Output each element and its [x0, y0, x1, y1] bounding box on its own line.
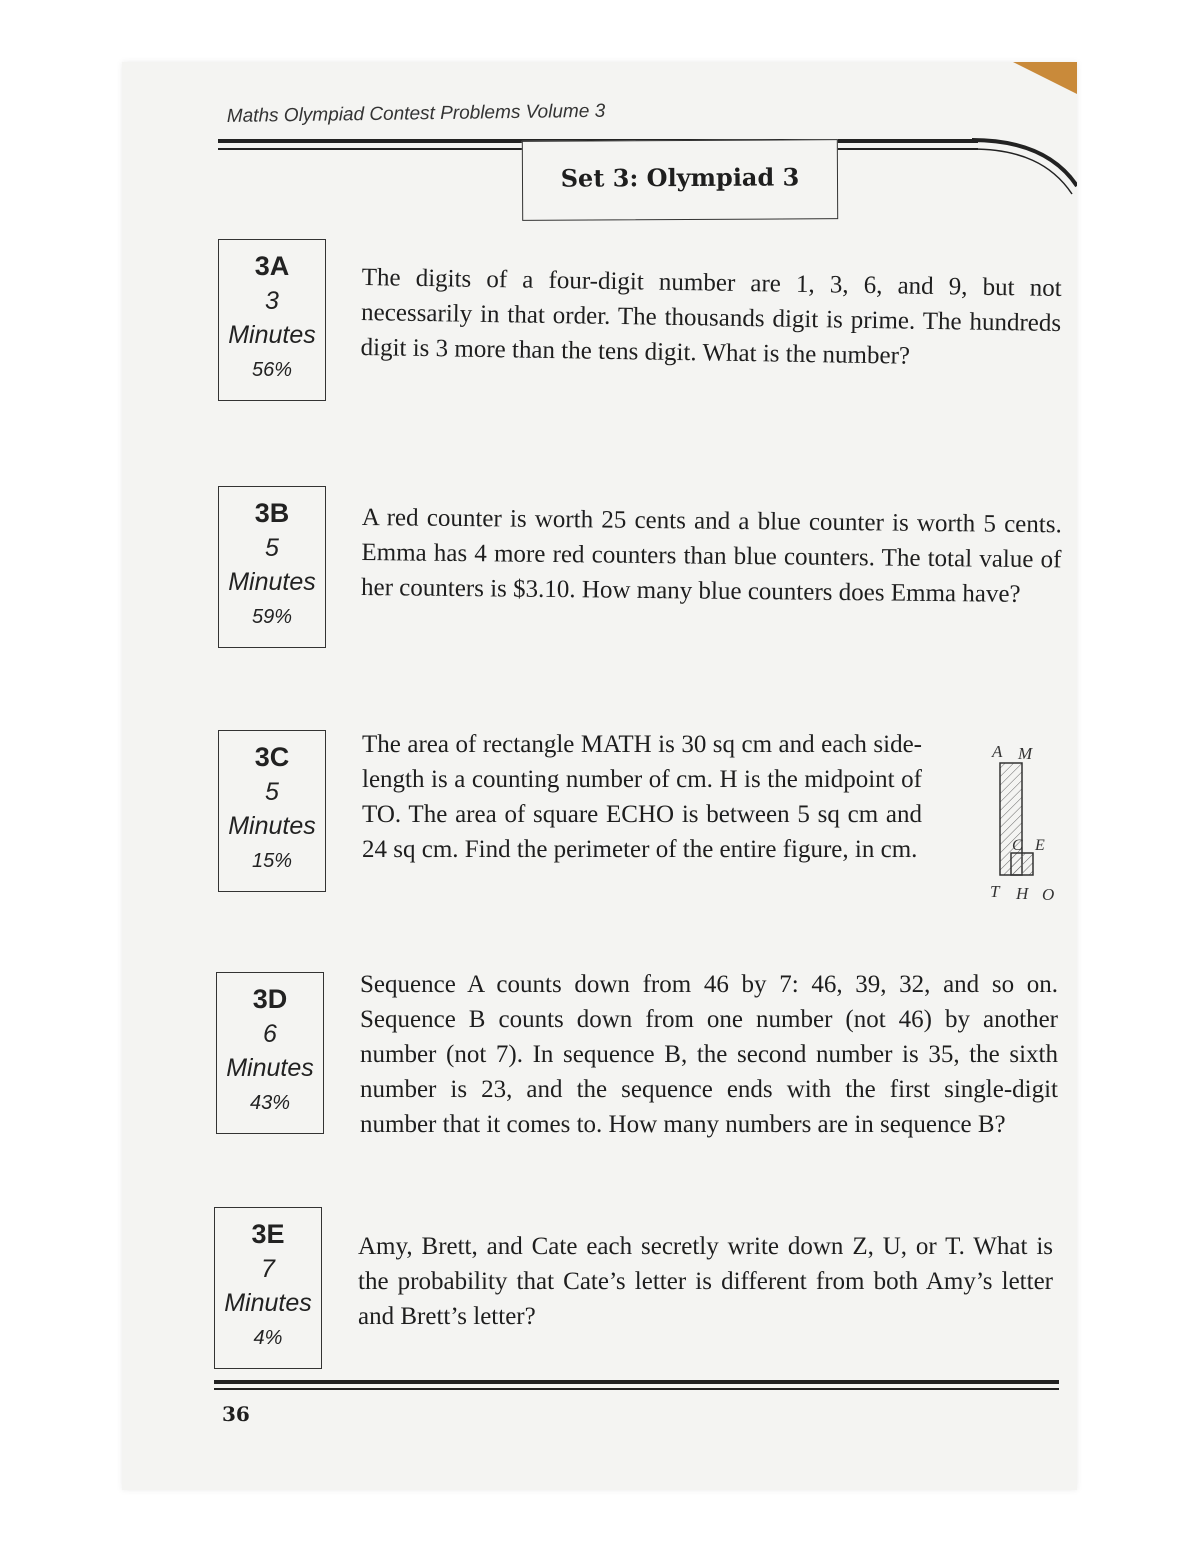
problem-minutes: 6: [263, 1020, 277, 1048]
problem-box-3c: [218, 730, 326, 892]
running-title: Maths Olympiad Contest Problems Volume 3: [226, 100, 606, 128]
problem-success-percent: 4%: [253, 1327, 283, 1349]
label-h: H: [1016, 884, 1029, 903]
label-e: E: [1035, 837, 1045, 854]
set-title: Set 3: Olympiad 3: [522, 139, 838, 221]
footer-rule-thin: [214, 1388, 1059, 1390]
page-corner-fold: [1013, 62, 1077, 94]
problem-id: 3E: [251, 1219, 285, 1249]
label-m: M: [1018, 744, 1033, 763]
problem-id: 3D: [252, 984, 288, 1014]
problem-success-percent: 43%: [249, 1092, 291, 1114]
problem-box-3a: [218, 239, 326, 401]
book-page: [122, 62, 1077, 1490]
problem-text-3c: The area of rectangle MATH is 30 sq cm and each side-length is a counting number of cm. H is the midpoint of TO. The area of square ECHO is between 5 sq cm and 24 sq cm. Find the perimeter of the entire figure, in cm.: [362, 731, 922, 863]
problem-text-3a: The digits of a four-digit number are 1, 3, 6, and 9, but not necessarily in that order. The thousands digit is prime. The hundreds digit is 3 more than the tens digit. What is the number?: [360, 263, 1062, 370]
problem-minutes-unit: Minutes: [226, 1054, 314, 1082]
problem-id: 3B: [254, 498, 290, 528]
problem-box-3b: [218, 486, 326, 648]
problem-minutes-unit: Minutes: [228, 568, 316, 596]
problem-minutes-unit: Minutes: [228, 812, 316, 840]
problem-id: 3C: [254, 742, 290, 772]
problem-minutes: 3: [265, 287, 279, 315]
page-number: 36: [222, 1402, 250, 1426]
problem-success-percent: 59%: [251, 606, 293, 628]
label-a: A: [992, 742, 1003, 761]
problem-minutes-unit: Minutes: [228, 321, 316, 349]
label-t: T: [990, 882, 1000, 901]
footer-rule-thick: [214, 1380, 1059, 1384]
label-c: C: [1012, 837, 1023, 854]
header-rule-curve: [972, 128, 1077, 198]
problem-success-percent: 15%: [251, 850, 293, 872]
problem-box-3d: [216, 972, 324, 1134]
problem-box-3e: [214, 1207, 322, 1369]
problem-text-3e: Amy, Brett, and Cate each secretly write down Z, U, or T. What is the probability that Cate’s letter is different from both Amy’s letter and Brett’s letter?: [358, 1233, 1053, 1330]
problem-id: 3A: [254, 251, 290, 281]
problem-minutes: 5: [265, 534, 279, 562]
problem-text-3b: A red counter is worth 25 cents and a blue counter is worth 5 cents. Emma has 4 more red counters than blue counters. The total value of her counters is $3.10. How many blue counters does Emma have?: [360, 503, 1062, 608]
problem-success-percent: 56%: [251, 359, 293, 381]
problem-minutes-unit: Minutes: [224, 1289, 312, 1317]
label-o: O: [1042, 885, 1055, 904]
rectangle-square-figure: [980, 737, 1060, 907]
square-echo: [1011, 853, 1033, 875]
problem-minutes: 7: [261, 1255, 275, 1283]
problem-minutes: 5: [265, 778, 279, 806]
problem-text-3d: Sequence A counts down from 46 by 7: 46, 39, 32, and so on. Sequence B counts down from one number (not 46) by another number (not 7). In sequence B, the second number is 35, the sixth number is 23, and the sequence ends with the first single-digit number that it comes to. How many numbers are in sequence B?: [360, 971, 1058, 1138]
